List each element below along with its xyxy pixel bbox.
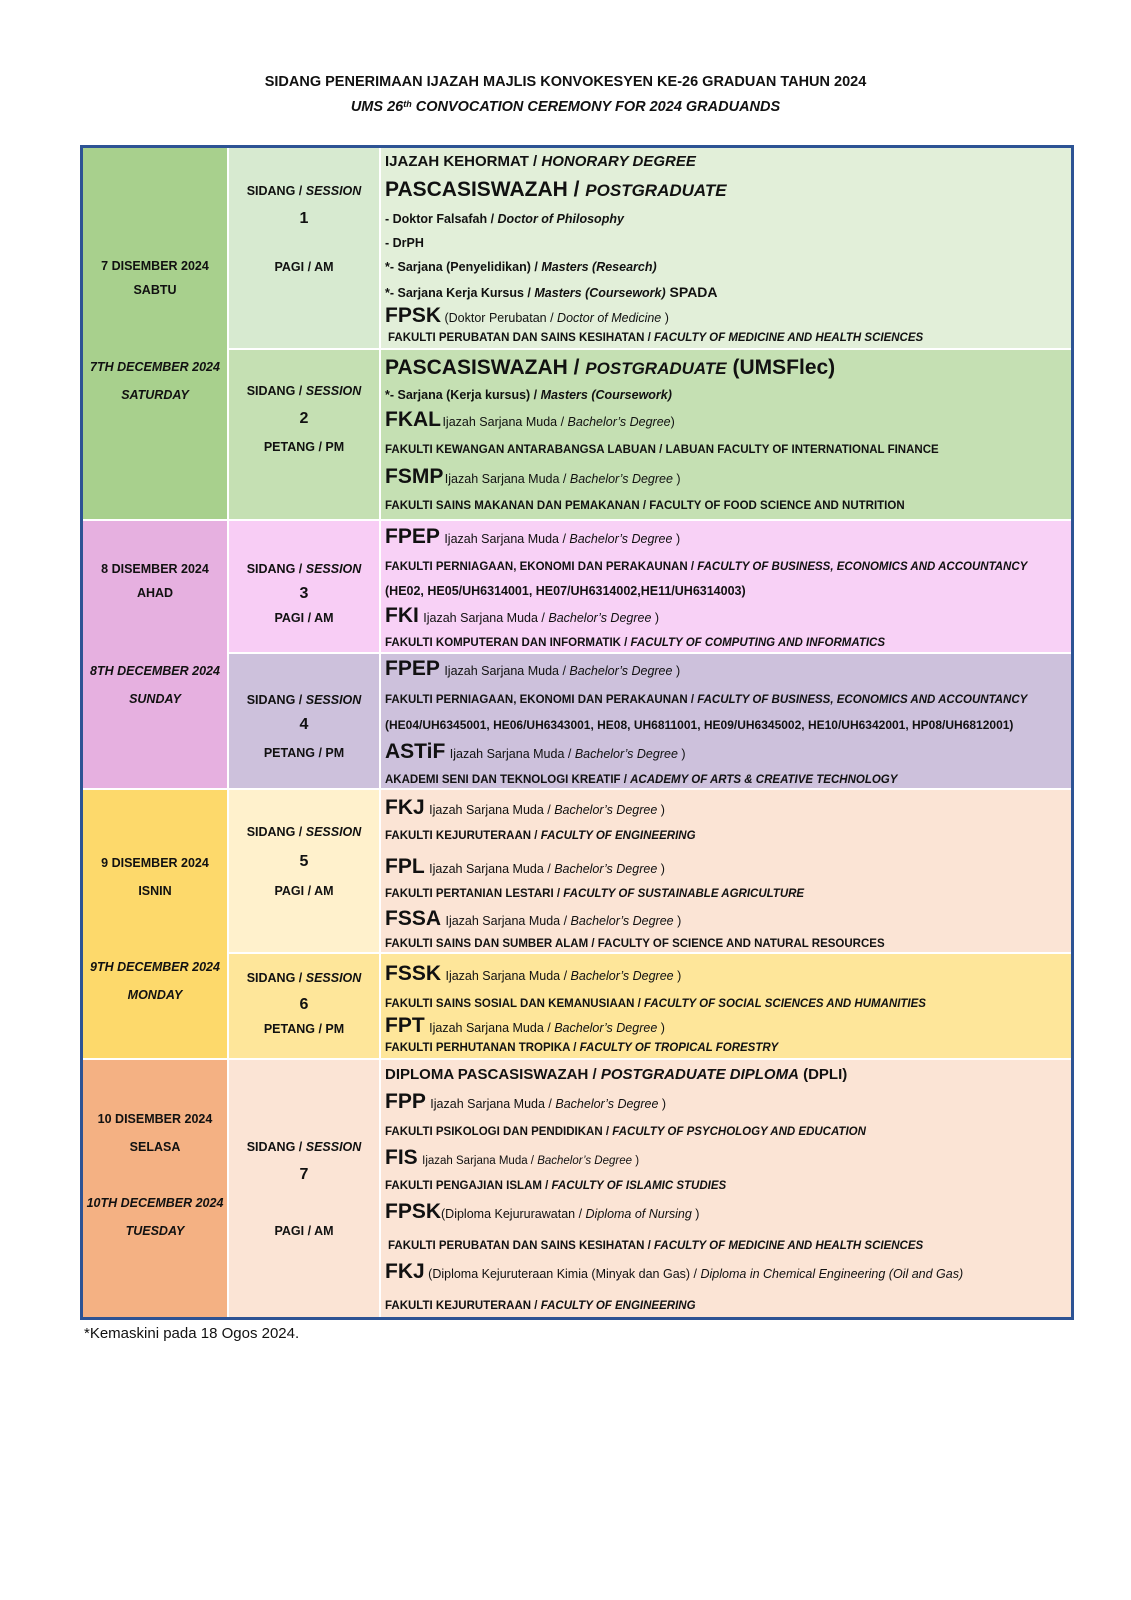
postgraduate-heading: PASCASISWAZAH / POSTGRADUATE <box>385 178 727 201</box>
fpsk-faculty: FAKULTI PERUBATAN DAN SAINS KESIHATAN / FACULTY OF MEDICINE AND HEALTH SCIENCES <box>388 1240 924 1252</box>
day1-day-en: SATURDAY <box>121 388 189 402</box>
session3-time: PAGI / AM <box>274 611 334 625</box>
fpl-faculty: FAKULTI PERTANIAN LESTARI / FACULTY OF SUSTAINABLE AGRICULTURE <box>385 888 805 900</box>
day1-day-ms: SABTU <box>133 283 177 297</box>
session3-programmes <box>379 519 1071 652</box>
day3-date-cell <box>83 788 227 1058</box>
fsmp-item: FSMP Ijazah Sarjana Muda / Bachelor’s Degree ) <box>385 465 681 488</box>
fpp-item: FPP Ijazah Sarjana Muda / Bachelor’s Degree ) <box>385 1090 667 1113</box>
fssa-item: FSSA Ijazah Sarjana Muda / Bachelor’s Degree ) <box>385 907 682 930</box>
session1-time: PAGI / AM <box>274 260 334 274</box>
session6-cell <box>227 952 379 1058</box>
day3-date-ms: 9 DISEMBER 2024 <box>101 856 209 870</box>
fkal-faculty: FAKULTI KEWANGAN ANTARABANGSA LABUAN / LABUAN FACULTY OF INTERNATIONAL FINANCE <box>385 444 939 456</box>
update-footnote: *Kemaskini pada 18 Ogos 2024. <box>84 1325 300 1342</box>
session5-number: 5 <box>299 853 309 870</box>
fpep-programme-codes: (HE04/UH6345001, HE06/UH6343001, HE08, UH6811001, HE09/UH6345002, HE10/UH6342001, HP08/UH6812001) <box>385 718 1014 732</box>
session1-number: 1 <box>299 210 309 227</box>
fpl-item: FPL Ijazah Sarjana Muda / Bachelor’s Degree ) <box>385 855 665 878</box>
fpep-item: FPEP Ijazah Sarjana Muda / Bachelor’s Degree ) <box>385 525 681 548</box>
day4-date-en: 10TH DECEMBER 2024 <box>86 1196 224 1210</box>
fkj-faculty: FAKULTI KEJURUTERAAN / FACULTY OF ENGINEERING <box>385 1300 696 1312</box>
session2-cell <box>227 348 379 519</box>
session6-programmes <box>379 952 1071 1058</box>
session4-cell <box>227 652 379 788</box>
session2-label: SIDANG / SESSION <box>246 384 362 398</box>
session2-programmes <box>379 348 1071 519</box>
postgraduate-diploma-heading: DIPLOMA PASCASISWAZAH / POSTGRADUATE DIPLOMA (DPLI) <box>385 1066 848 1083</box>
session4-programmes <box>379 652 1071 788</box>
fkal-item: FKAL Ijazah Sarjana Muda / Bachelor’s Degree) <box>385 408 675 431</box>
day3-day-ms: ISNIN <box>138 884 172 898</box>
session7-time: PAGI / AM <box>274 1224 334 1238</box>
day4-date-cell <box>83 1058 227 1317</box>
session6-number: 6 <box>299 996 309 1013</box>
day1-date-cell <box>83 148 227 519</box>
session4-number: 4 <box>299 716 309 733</box>
session1-label: SIDANG / SESSION <box>246 184 362 198</box>
session7-number: 7 <box>299 1166 309 1183</box>
masters-research-item: *- Sarjana (Penyelidikan) / Masters (Research) <box>385 260 657 274</box>
session5-cell <box>227 788 379 952</box>
fssk-faculty: FAKULTI SAINS SOSIAL DAN KEMANUSIAAN / FACULTY OF SOCIAL SCIENCES AND HUMANITIES <box>385 998 926 1010</box>
session6-label: SIDANG / SESSION <box>246 971 362 985</box>
fssk-item: FSSK Ijazah Sarjana Muda / Bachelor’s Degree ) <box>385 962 682 985</box>
postgraduate-umsflec-heading: PASCASISWAZAH / POSTGRADUATE (UMSFlec) <box>385 356 836 379</box>
session3-cell <box>227 519 379 652</box>
fpt-faculty: FAKULTI PERHUTANAN TROPIKA / FACULTY OF TROPICAL FORESTRY <box>385 1042 779 1054</box>
day4-day-ms: SELASA <box>129 1140 181 1154</box>
drph-item: - DrPH <box>385 236 424 250</box>
masters-coursework-item: *- Sarjana (Kerja kursus) / Masters (Coursework) <box>385 388 672 402</box>
day3-day-en: MONDAY <box>127 988 183 1002</box>
fkj-item: FKJ Ijazah Sarjana Muda / Bachelor’s Degree ) <box>385 796 665 819</box>
session5-label: SIDANG / SESSION <box>246 825 362 839</box>
fpsk-item: FPSK (Doktor Perubatan / Doctor of Medicine ) <box>385 304 669 327</box>
document-subtitle: UMS 26th CONVOCATION CEREMONY FOR 2024 GRADUANDS <box>350 99 781 115</box>
day3-date-en: 9TH DECEMBER 2024 <box>90 960 220 974</box>
fssa-faculty: FAKULTI SAINS DAN SUMBER ALAM / FACULTY OF SCIENCE AND NATURAL RESOURCES <box>385 938 885 950</box>
masters-coursework-item: *- Sarjana Kerja Kursus / Masters (Coursework) SPADA <box>385 284 718 300</box>
session4-label: SIDANG / SESSION <box>246 693 362 707</box>
day4-day-en: TUESDAY <box>125 1224 185 1238</box>
fpep-faculty: FAKULTI PERNIAGAAN, EKONOMI DAN PERAKAUNAN / FACULTY OF BUSINESS, ECONOMICS AND ACCOUNTANCY <box>385 694 1028 706</box>
session2-number: 2 <box>299 410 309 427</box>
day2-day-en: SUNDAY <box>129 692 181 706</box>
document-title: SIDANG PENERIMAAN IJAZAH MAJLIS KONVOKESYEN KE-26 GRADUAN TAHUN 2024 <box>264 74 867 90</box>
fpep-faculty: FAKULTI PERNIAGAAN, EKONOMI DAN PERAKAUNAN / FACULTY OF BUSINESS, ECONOMICS AND ACCOUNTANCY <box>385 561 1028 573</box>
session4-time: PETANG / PM <box>263 746 345 760</box>
fis-item: FIS Ijazah Sarjana Muda / Bachelor’s Degree ) <box>385 1146 640 1169</box>
fpt-item: FPT Ijazah Sarjana Muda / Bachelor’s Degree ) <box>385 1014 665 1037</box>
session6-time: PETANG / PM <box>263 1022 345 1036</box>
session7-label: SIDANG / SESSION <box>246 1140 362 1154</box>
session7-cell <box>227 1058 379 1317</box>
day1-date-en: 7TH DECEMBER 2024 <box>90 360 220 374</box>
honorary-degree-heading: IJAZAH KEHORMAT / HONORARY DEGREE <box>385 153 696 170</box>
day2-date-ms: 8 DISEMBER 2024 <box>101 562 209 576</box>
fis-faculty: FAKULTI PENGAJIAN ISLAM / FACULTY OF ISLAMIC STUDIES <box>385 1180 727 1192</box>
session1-programmes <box>379 148 1071 348</box>
fpep-programme-codes: (HE02, HE05/UH6314001, HE07/UH6314002,HE11/UH6314003) <box>385 584 746 598</box>
session3-label: SIDANG / SESSION <box>246 562 362 576</box>
day2-date-cell <box>83 519 227 788</box>
fki-faculty: FAKULTI KOMPUTERAN DAN INFORMATIK / FACULTY OF COMPUTING AND INFORMATICS <box>385 637 886 649</box>
phd-item: - Doktor Falsafah / Doctor of Philosophy <box>385 212 624 226</box>
session2-time: PETANG / PM <box>263 440 345 454</box>
fkj-chemical-item: FKJ (Diploma Kejuruteraan Kimia (Minyak dan Gas) / Diploma in Chemical Engineering (Oil and Gas) <box>385 1260 964 1283</box>
fsmp-faculty: FAKULTI SAINS MAKANAN DAN PEMAKANAN / FACULTY OF FOOD SCIENCE AND NUTRITION <box>385 500 905 512</box>
session7-programmes <box>379 1058 1071 1317</box>
astif-item: ASTiF Ijazah Sarjana Muda / Bachelor’s Degree ) <box>385 740 686 763</box>
astif-faculty: AKADEMI SENI DAN TEKNOLOGI KREATIF / ACADEMY OF ARTS & CREATIVE TECHNOLOGY <box>385 774 898 786</box>
fpsk-nursing-item: FPSK(Diploma Kejururawatan / Diploma of Nursing ) <box>385 1200 700 1223</box>
session5-time: PAGI / AM <box>274 884 334 898</box>
fpsk-faculty: FAKULTI PERUBATAN DAN SAINS KESIHATAN / FACULTY OF MEDICINE AND HEALTH SCIENCES <box>388 332 924 344</box>
day1-date-ms: 7 DISEMBER 2024 <box>101 259 209 273</box>
day4-date-ms: 10 DISEMBER 2024 <box>97 1112 213 1126</box>
day2-day-ms: AHAD <box>136 586 174 600</box>
fki-item: FKI Ijazah Sarjana Muda / Bachelor’s Degree ) <box>385 604 660 627</box>
fpep-item: FPEP Ijazah Sarjana Muda / Bachelor’s Degree ) <box>385 657 681 680</box>
fkj-faculty: FAKULTI KEJURUTERAAN / FACULTY OF ENGINEERING <box>385 830 696 842</box>
session1-cell <box>227 148 379 348</box>
fpp-faculty: FAKULTI PSIKOLOGI DAN PENDIDIKAN / FACULTY OF PSYCHOLOGY AND EDUCATION <box>385 1126 866 1138</box>
day2-date-en: 8TH DECEMBER 2024 <box>90 664 220 678</box>
session3-number: 3 <box>299 585 309 602</box>
session5-programmes <box>379 788 1071 952</box>
